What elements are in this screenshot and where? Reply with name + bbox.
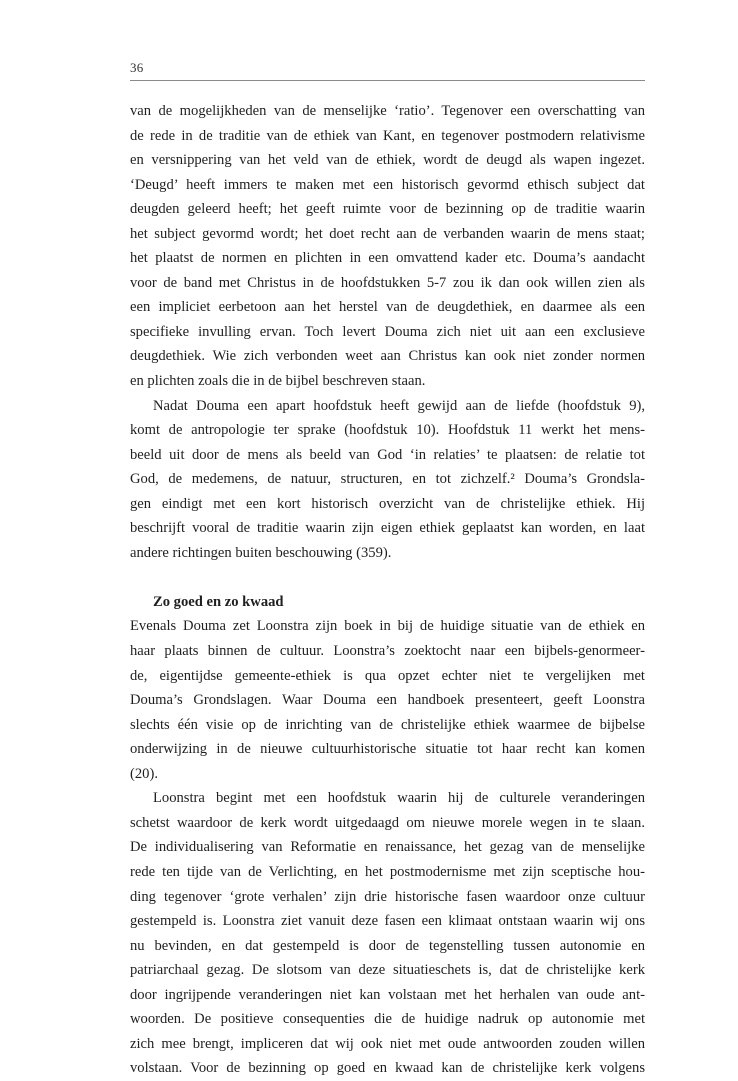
text-line: slechts één visie op de inrichting van de christelijke ethiek waarmee de bijbelse — [130, 716, 645, 733]
text-line: onderwijzing in de nieuwe cultuurhistorische situatie tot haar recht kan komen — [130, 741, 645, 758]
text-line: het plaatst de normen en plichten in een omvattend kader etc. Douma’s aandacht — [130, 250, 645, 267]
text-line: een impliciet eerbetoon aan het herstel van de deugdethiek, en daarmee als een — [130, 299, 645, 316]
text-line: deugdethiek. Wie zich verbonden weet aan Christus kan ook niet zonder normen — [130, 348, 645, 365]
text-line: en versnippering van het veld van de ethiek, wordt de deugd als wapen ingezet. — [130, 152, 645, 169]
text-line: komt de antropologie ter sprake (hoofdstuk 10). Hoofdstuk 11 werkt het mens- — [130, 422, 645, 439]
text-line: van de mogelijkheden van de menselijke ‘ratio’. Tegenover een overschatting van — [130, 103, 645, 119]
text-line: (20). — [130, 765, 158, 782]
text-line: De individualisering van Reformatie en renaissance, het gezag van de menselijke — [130, 839, 645, 856]
text-line: beeld uit door de mens als beeld van God ‘in relaties’ te plaatsen: de relatie tot — [130, 446, 645, 463]
text-line: Evenals Douma zet Loonstra zijn boek in bij de huidige situatie van de ethiek en — [130, 618, 645, 635]
header-divider — [130, 80, 645, 81]
text-line: Nadat Douma een apart hoofdstuk heeft gewijd aan de liefde (hoofdstuk 9), — [153, 397, 645, 414]
text-line: ‘Deugd’ heeft immers te maken met een historisch gevormd ethisch subject dat — [130, 176, 645, 193]
text-line: nu bevinden, en dat gestempeld is door de tegenstelling tussen autonomie en — [130, 937, 645, 954]
text-line: schetst waardoor de kerk wordt uitgedaagd om nieuwe morele wegen in te slaan. — [130, 814, 645, 831]
text-line: gen eindigt met een kort historisch overzicht van de christelijke ethiek. Hij — [130, 495, 645, 512]
text-line: en plichten zoals die in de bijbel beschreven staan. — [130, 373, 426, 390]
text-line: de, eigentijdse gemeente-ethiek is qua opzet echter niet te vergelijken met — [130, 667, 645, 684]
text-line: het subject gevormd wordt; het doet recht aan de verbanden waarin de mens staat; — [130, 225, 645, 242]
text-line: beschrijft vooral de traditie waarin zijn eigen ethiek geplaatst kan worden, en laat — [130, 520, 645, 537]
text-line: zich mee brengt, impliceren dat wij ook niet met oude antwoorden zouden willen — [130, 1035, 645, 1052]
text-line: deugden geleerd heeft; het geeft ruimte voor de bezinning op de traditie waarin — [130, 201, 645, 218]
section-heading: Zo goed en zo kwaad — [153, 593, 284, 610]
text-line: de rede in de traditie van de ethiek van Kant, en tegenover postmodern relativisme — [130, 127, 645, 144]
text-line: door ingrijpende veranderingen niet kan volstaan met het herhalen van oude ant- — [130, 986, 645, 1003]
body-text — [130, 99, 645, 1081]
text-line: voor de band met Christus in de hoofdstukken 5-7 zou ik dan ook willen zien als — [130, 274, 645, 291]
text-line: Loonstra begint met een hoofdstuk waarin hij de culturele veranderingen — [153, 790, 645, 807]
section-spacer — [130, 565, 645, 590]
text-line: andere richtingen buiten beschouwing (359). — [130, 544, 392, 561]
text-line: ding tegenover ‘grote verhalen’ zijn drie historische fasen waardoor onze cultuur — [130, 888, 645, 905]
text-line: haar plaats binnen de cultuur. Loonstra’s zoektocht naar een bijbels-genormeer- — [130, 643, 645, 660]
text-line: woorden. De positieve consequenties die de huidige nadruk op autonomie met — [130, 1011, 645, 1028]
text-line: patriarchaal gezag. De slotsom van deze situatieschets is, dat de christelijke kerk — [130, 962, 645, 979]
text-line: volstaan. Voor de bezinning op goed en kwaad kan de christelijke kerk volgens — [130, 1060, 645, 1077]
page-number: 36 — [130, 60, 144, 75]
text-line: Douma’s Grondslagen. Waar Douma een handboek presenteert, geeft Loonstra — [130, 692, 645, 709]
text-line: gestempeld is. Loonstra ziet vanuit deze fasen een klimaat ontstaan waarin wij ons — [130, 913, 645, 930]
text-line: specifieke invulling ervan. Toch levert Douma zich niet uit aan een exclusieve — [130, 323, 645, 340]
text-line: rede ten tijde van de Verlichting, en het postmodernisme met zijn sceptische hou- — [130, 863, 645, 880]
text-line: God, de medemens, de natuur, structuren, en tot zichzelf.² Douma’s Grondsla- — [130, 471, 645, 488]
